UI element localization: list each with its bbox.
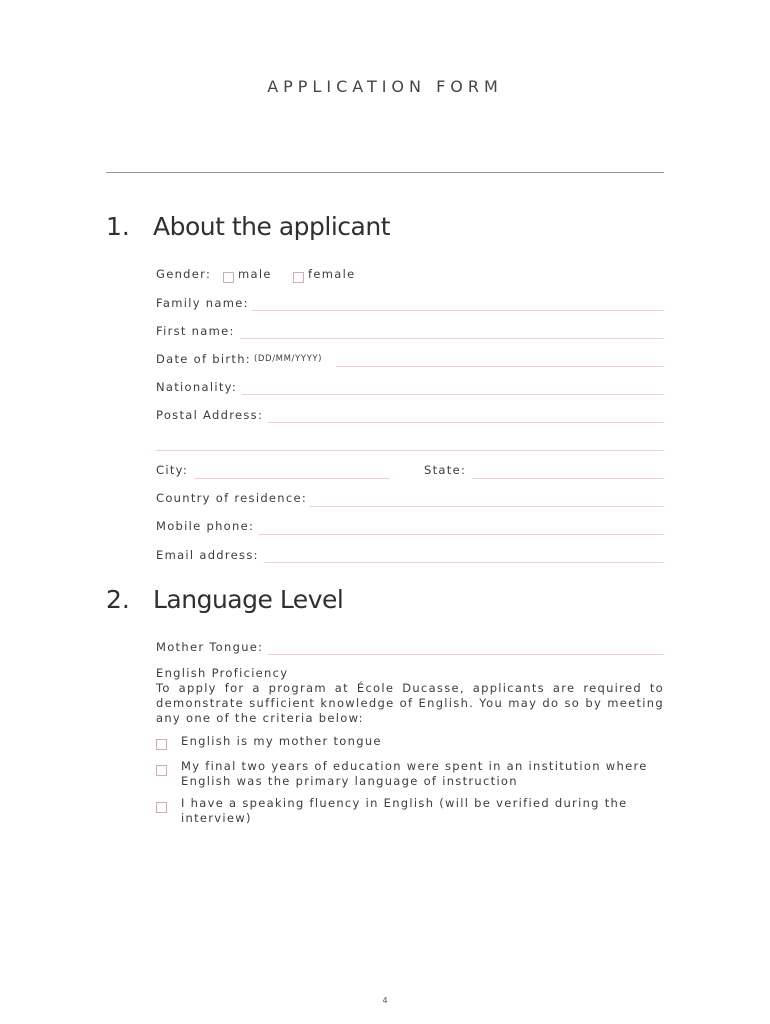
mother-tongue-field[interactable] [268, 654, 664, 655]
gender-male-checkbox[interactable] [223, 272, 234, 283]
state-label: State: [424, 463, 467, 477]
nationality-field[interactable] [242, 394, 664, 395]
section-1-number: 1. [106, 212, 130, 241]
dob-field[interactable] [336, 366, 664, 367]
dob-format-hint: (DD/MM/YYYY) [254, 354, 323, 364]
criteria-label-speaking-fluency: I have a speaking fluency in English (will be verified during the interview) [181, 796, 628, 825]
postal-address-label: Postal Address: [156, 408, 264, 422]
email-label: Email address: [156, 548, 259, 562]
gender-female-checkbox[interactable] [293, 272, 304, 283]
email-field[interactable] [264, 562, 664, 563]
city-label: City: [156, 463, 189, 477]
criteria-label-education: My final two years of education were spent in an institution where English was the primary language of instruction [181, 759, 648, 788]
gender-male-label: male [238, 267, 272, 281]
form-title: APPLICATION FORM [267, 77, 503, 96]
family-name-label: Family name: [156, 296, 249, 310]
nationality-label: Nationality: [156, 380, 238, 394]
dob-label: Date of birth: [156, 352, 251, 366]
postal-address-field-line-2[interactable] [156, 450, 664, 451]
header-divider [106, 172, 664, 173]
gender-female-label: female [308, 267, 356, 281]
mother-tongue-label: Mother Tongue: [156, 640, 264, 654]
postal-address-field-line-1[interactable] [268, 422, 664, 423]
first-name-label: First name: [156, 324, 235, 338]
first-name-field[interactable] [240, 338, 664, 339]
mobile-field[interactable] [258, 534, 664, 535]
family-name-field[interactable] [252, 310, 664, 311]
page-number: 4 [382, 996, 388, 1005]
gender-label: Gender: [156, 267, 212, 281]
criteria-label-mother-tongue: English is my mother tongue [181, 734, 382, 748]
mobile-label: Mobile phone: [156, 519, 255, 533]
english-proficiency-heading: English Proficiency [156, 666, 289, 680]
section-1-heading: About the applicant [153, 212, 390, 241]
section-2-heading: Language Level [153, 585, 344, 614]
country-label: Country of residence: [156, 491, 308, 505]
city-field[interactable] [194, 478, 390, 479]
english-proficiency-text: To apply for a program at École Ducasse, applicants are required to demonstrate sufficient knowledge of English. You may do so by meeting any one of the criteria below: [156, 681, 664, 725]
criteria-checkbox-mother-tongue[interactable] [156, 739, 167, 750]
criteria-checkbox-education[interactable] [156, 765, 167, 776]
criteria-checkbox-speaking-fluency[interactable] [156, 802, 167, 813]
country-field[interactable] [310, 506, 664, 507]
section-2-number: 2. [106, 585, 130, 614]
state-field[interactable] [472, 478, 664, 479]
